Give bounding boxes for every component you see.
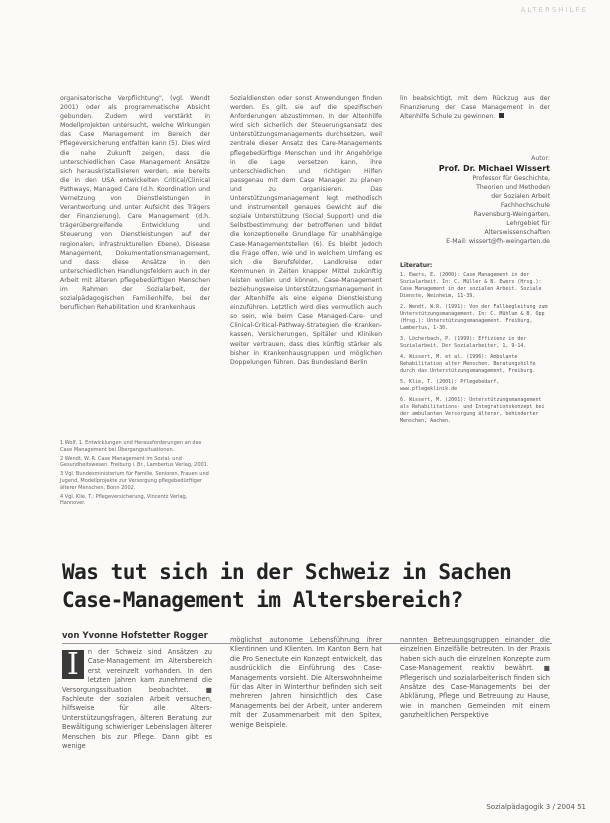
literature-entry: 2. Wendt, W.R. (1991): Von der Fallbegleitung zum Unterstützungsmanagement. In: C. Mühlum & B. Opp (Hrsg.): Unterstützungsmanagement. Freiburg, Lambertus, 1-30.	[400, 304, 548, 331]
footnote: 3 Vgl. Bundesministerium für Familie, Senioren, Frauen und Jugend, Modellprojekte zur Versorgung pflegebedürftiger älterer Menschen, Bonn 2002.	[60, 471, 209, 491]
literature-entry: 3. Löcherbach, P. (1999): Effizienz in der Sozialarbeit. Der Sozialarbeiter, 1, 9-14.	[400, 336, 527, 349]
section-header-tag: ALTERSHILFE	[520, 6, 588, 14]
author-line: Lehrgebiet für	[506, 220, 550, 227]
article-body-column-2	[230, 636, 382, 730]
author-line: der Sozialen Arbeit	[491, 193, 550, 200]
article-column-1	[60, 94, 210, 312]
body-text: n der Schweiz sind Ansätzen zu Case-Management im Altersbereich erst vereinzelt vorhanden. In den letzten Jahren kam zunehmend die Versorgungssituation beobachtet. ■ Fachleute der sozialen Arbeit versuchen, hilfsweise für alle Alters-Unterstützungsfragen, älteren Beratung zur Bewältigung schwieriger Lebenslagen älterer Menschen bis zur Pflege. Dann gibt es wenige	[62, 648, 212, 751]
author-box	[400, 154, 550, 246]
body-text: möglichst autonome Lebensführung ihrer Klientinnen und Klienten. Im Kanton Bern hat die Pro Senectute ein Konzept entwickelt, das ausdrücklich die Einführung des Case-Managements vorsieht. Die Alterswohnheime für das Alter in Winterthur befinden sich seit mehreren Jahren hinsichtlich des Case Managements bei der Arbeit, unter anderem mit der Zusammenarbeit mit den Spitex, wenige Beispiele.	[230, 636, 382, 729]
author-line: Professor für Geschichte,	[472, 175, 550, 182]
footnote: 4 Vgl. Klie, T.: Pflegeversicherung, Vincentz Verlag, Hannover.	[60, 493, 188, 507]
column-text-end: lin beabsichtigt, mit dem Rückzug aus der Finanzierung der Case Management in der Altenhilfe Schule zu gewinnen.	[400, 95, 550, 121]
end-square-icon	[499, 113, 504, 118]
article-title: Was tut sich in der Schweiz in Sachen Case-Management im Altersbereich?	[62, 560, 512, 612]
footnote: 1 Wolf, 1. Entwicklungen und Herausforderungen an das Case Management bei Übergangssituationen.	[60, 440, 202, 453]
author-email: E-Mail: wissert@fh-weingarten.de	[446, 238, 550, 245]
author-line: Fachhochschule	[500, 202, 550, 209]
article-column-3	[400, 94, 550, 121]
author-line: Alterswissenschaften	[484, 229, 550, 236]
author-name: Prof. Dr. Michael Wissert	[438, 164, 550, 173]
literature-heading: Literatur:	[400, 262, 433, 269]
article-column-2	[230, 94, 382, 367]
author-line: Ravensburg-Weingarten,	[473, 211, 550, 218]
literature-entry: 6. Wissert, M. (2001): Unterstützungsmanagement als Rehabilitations- und Integrationskonzept bei der ambulanten Versorgung älterer, behinderter Menschen, Aachen.	[400, 397, 545, 424]
column-text: organisatorische Verpflichtung", (vgl. Wendt 2001) oder als programmatische Absicht gebunden. Zudem wird verstärkt in Modellprojekten untersucht, welche Wirkungen das Case Management im Bereich der Pflegeversicherung entfalten kann (5). Dies wird die nahe Zukunft zeigen, dass die unterschiedlichen Case Management Ansätze sich herauskristallisieren werden, wie bereits die in den USA entwickelten Critical/Clinical Pathways, Managed Care (d.h. Koordination und Vernetzung von Dienstleistungen in Verantwortung und unter Aufsicht des Trägers der Finanzierung), Care Management (d.h. trägerübergreifende Entwicklung und Steuerung von Dienstleistungen auf der regionalen, infrastrukturellen Ebene), Disease Management, Dokumentationsmanagement, und dass diese Ansätze in den unterschiedlichen Handlungsfeldern auch in der Arbeit mit älteren pflegebedürftigen Menschen im Rahmen der Sozialarbeit, der sozialpädagogischen Familienhilfe, bei der beruflichen Rehabilitation und Krankenhaus	[60, 95, 210, 312]
author-label: Autor:	[531, 155, 550, 162]
column-text: Sozialdiensten oder sonst Anwendungen finden werden. Es gilt, sie auf die spezifischen Anforderungen abzustimmen. In der Altenhilfe wird sich sicherlich der Steuerungsansatz des Unterstützungsmanagements durchsetzen, weil zentrale dieser Ansatz des Care-Managements pflegebedürftige Menschen und ihr Angehörige in die Lage versetzen kann, ihre unterschiedlichen und richtigen Hilfen passgenau mit dem Case Manager zu planen und zu organisieren. Das Unterstützungsmanagement legt methodisch und instrumentell genaues Gewicht auf die soziale Unterstützung (Social Support) und die Selbstbestimmung der betroffenen und bildet die konzeptionelle Grundlage für unabhängige Case-Managementstellen (6). Es bleibt jedoch die Frage offen, wie und in welchem Umfang es sich die Berufsfelder, Landkreise oder Kommunen in Zeiten knapper Mittel zukünftig leisten wollen und können, Case-Management beziehungsweise Unterstützungsmanagement in der Altenhilfe als eine eigene Dienstleistung einzuführen. Letztlich wird dies vermutlich auch so sein, wie beim Case Managed-Care- und Clinical-Critical-Pathway-Strategien die Kranken- kassen, Versicherungen, Spitäler und Kliniken weiter vertrauen, dass dies künftig stärker als bisher in Krankenhausgruppen und möglichen Doppelungen führen. Das Bundesland Berlin	[230, 95, 382, 366]
column-text	[400, 94, 550, 121]
article-body-column-3	[400, 636, 550, 721]
footnote: 2 Wendt, W. R. Case Management im Sozial- und Gesundheitswesen. Freiburg i. Br., Lambertus Verlag, 2001.	[60, 455, 209, 469]
footnotes	[60, 440, 210, 509]
literature-entry: 5. Klie, T. (2001): Pflegebedarf, www.pflegeklinik.de	[400, 379, 500, 392]
literature-entry: 4. Wissert, M. et al. (1996): Ambulante Rehabilitation alter Menschen. Beratungshilfe durch das Unterstützungsmanagement, Freiburg.	[400, 354, 536, 374]
literature-entry: 1. Ewers, E. (2000): Case Management in der Sozialarbeit. In: C. Müller & B. Ewers (Hrsg.): Case Management in der sozialen Arbeit. Soziale Dienste, Weinheim, 11-39.	[400, 272, 542, 299]
body-text: nannten Betreuungsgruppen einander die einzelnen Einzelfälle betreuten. In der Praxis haben sich auch die einzelnen Konzepte zum Case-Management reaktiv bewährt. ■ Pflegerisch und sozialarbeiterisch finden sich Ansätze des Case-Managements bei der Abklärung, Pflege und Betreuung zu Hause, wie in manchen Gemeinden mit einem ganzheitlichen Perspektive	[400, 636, 550, 720]
page-footer: Sozialpädagogik 3 / 2004 51	[486, 803, 586, 811]
article-byline: von Yvonne Hofstetter Rogger	[62, 631, 208, 641]
drop-cap: I	[62, 650, 84, 679]
author-line: Theorien und Methoden	[476, 184, 550, 191]
literature-list	[400, 262, 550, 429]
article-body-column-1	[62, 648, 212, 751]
